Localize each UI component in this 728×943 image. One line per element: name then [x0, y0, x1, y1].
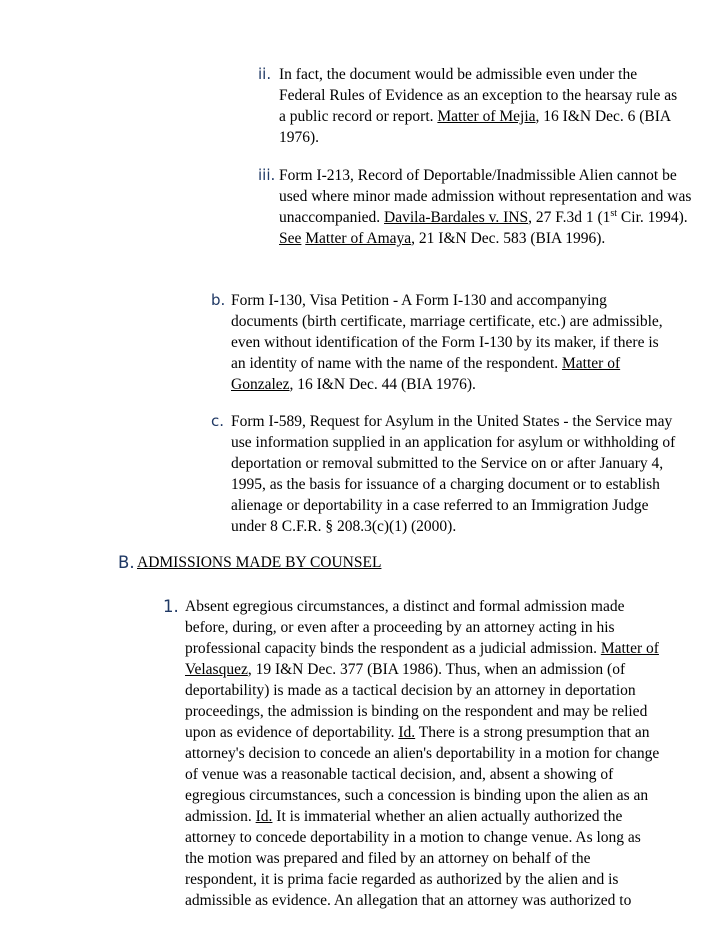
text-segment: , 21 I&N Dec. 583 (BIA 1996).: [411, 230, 606, 247]
case-citation-velasquez: Matter of Velasquez: [185, 640, 659, 678]
citation-id: Id.: [255, 808, 273, 825]
list-marker-c: c.: [211, 412, 225, 430]
text-segment: There is a strong presumption that an attorney's decision to concede an alien's deportability in a motion for change of venue was a reasonable tactical decision, and, absent a showing of egregious circumstances, such a concession is binding upon the alien as an admission.: [185, 724, 660, 825]
text-segment: , 16 I&N Dec. 44 (BIA 1976).: [289, 376, 476, 393]
ordinal-suffix: st: [610, 207, 618, 219]
section-heading-text: ADMISSIONS MADE BY COUNSEL: [137, 554, 382, 571]
list-text-ii: [279, 64, 684, 148]
text-segment: Form I-130, Visa Petition - A Form I-130 and accompanying documents (birth certificate, marriage certificate, etc.) are admissible, even without identification of the Form I-130 by its maker, if there is an identity of name with the name of the respondent.: [231, 292, 663, 372]
signal-see: See: [279, 230, 302, 247]
list-text-b: [231, 290, 666, 395]
text-segment: , 19 I&N Dec. 377 (BIA 1986). Thus, when an admission (of deportability) is made as a tactical decision by an attorney in deportation proceedings, the admission is binding on the respondent and may be relied upon as evidence of deportability.: [185, 661, 648, 741]
text-segment: , 27 F.3d 1 (1: [528, 209, 611, 226]
section-marker-b: B.: [118, 553, 135, 572]
list-text-c: Form I-589, Request for Asylum in the United States - the Service may use information supplied in an application for asylum or withholding of deportation or removal submitted to the Service on or after January 4, 1995, as the basis for issuance of a charging document or to establish alienage or deportability in a case referred to an Immigration Judge under 8 C.F.R. § 208.3(c)(1) (2000).: [231, 413, 676, 535]
text-segment: It is immaterial whether an alien actually authorized the attorney to concede deportability in a motion to change venue. As long as the motion was prepared and filed by an attorney on behalf of the respondent, it is prima facie regarded as authorized by the alien and is admissible as evidence. An allegation that an attorney was authorized to: [185, 808, 641, 909]
case-citation-gonzalez: Matter of Gonzalez: [231, 355, 621, 393]
list-marker-b: b.: [211, 291, 226, 309]
list-marker-iii: iii.: [258, 166, 276, 184]
list-text-iii: [279, 165, 694, 249]
text-segment: Form I-213, Record of Deportable/Inadmissible Alien cannot be used where minor made admission without representation and was unaccompanied.: [279, 167, 692, 226]
case-citation-davila: Davila-Bardales v. INS: [384, 209, 529, 226]
text-segment: Absent egregious circumstances, a distinct and formal admission made before, during, or even after a proceeding by an attorney acting in his professional capacity binds the respondent as a judicial admission.: [185, 598, 625, 657]
text-segment: In fact, the document would be admissible even under the Federal Rules of Evidence as an exception to the hearsay rule as a public record or report.: [279, 66, 678, 125]
case-citation-mejia: Matter of Mejia: [437, 108, 536, 125]
list-marker-ii: ii.: [258, 65, 272, 83]
text-segment: , 16 I&N Dec. 6 (BIA 1976).: [279, 108, 671, 146]
list-marker-1: 1.: [163, 597, 179, 616]
citation-id: Id.: [398, 724, 416, 741]
case-citation-amaya: Matter of Amaya: [305, 230, 412, 247]
text-segment: Cir. 1994).: [617, 209, 688, 226]
list-text-1: [185, 596, 660, 911]
